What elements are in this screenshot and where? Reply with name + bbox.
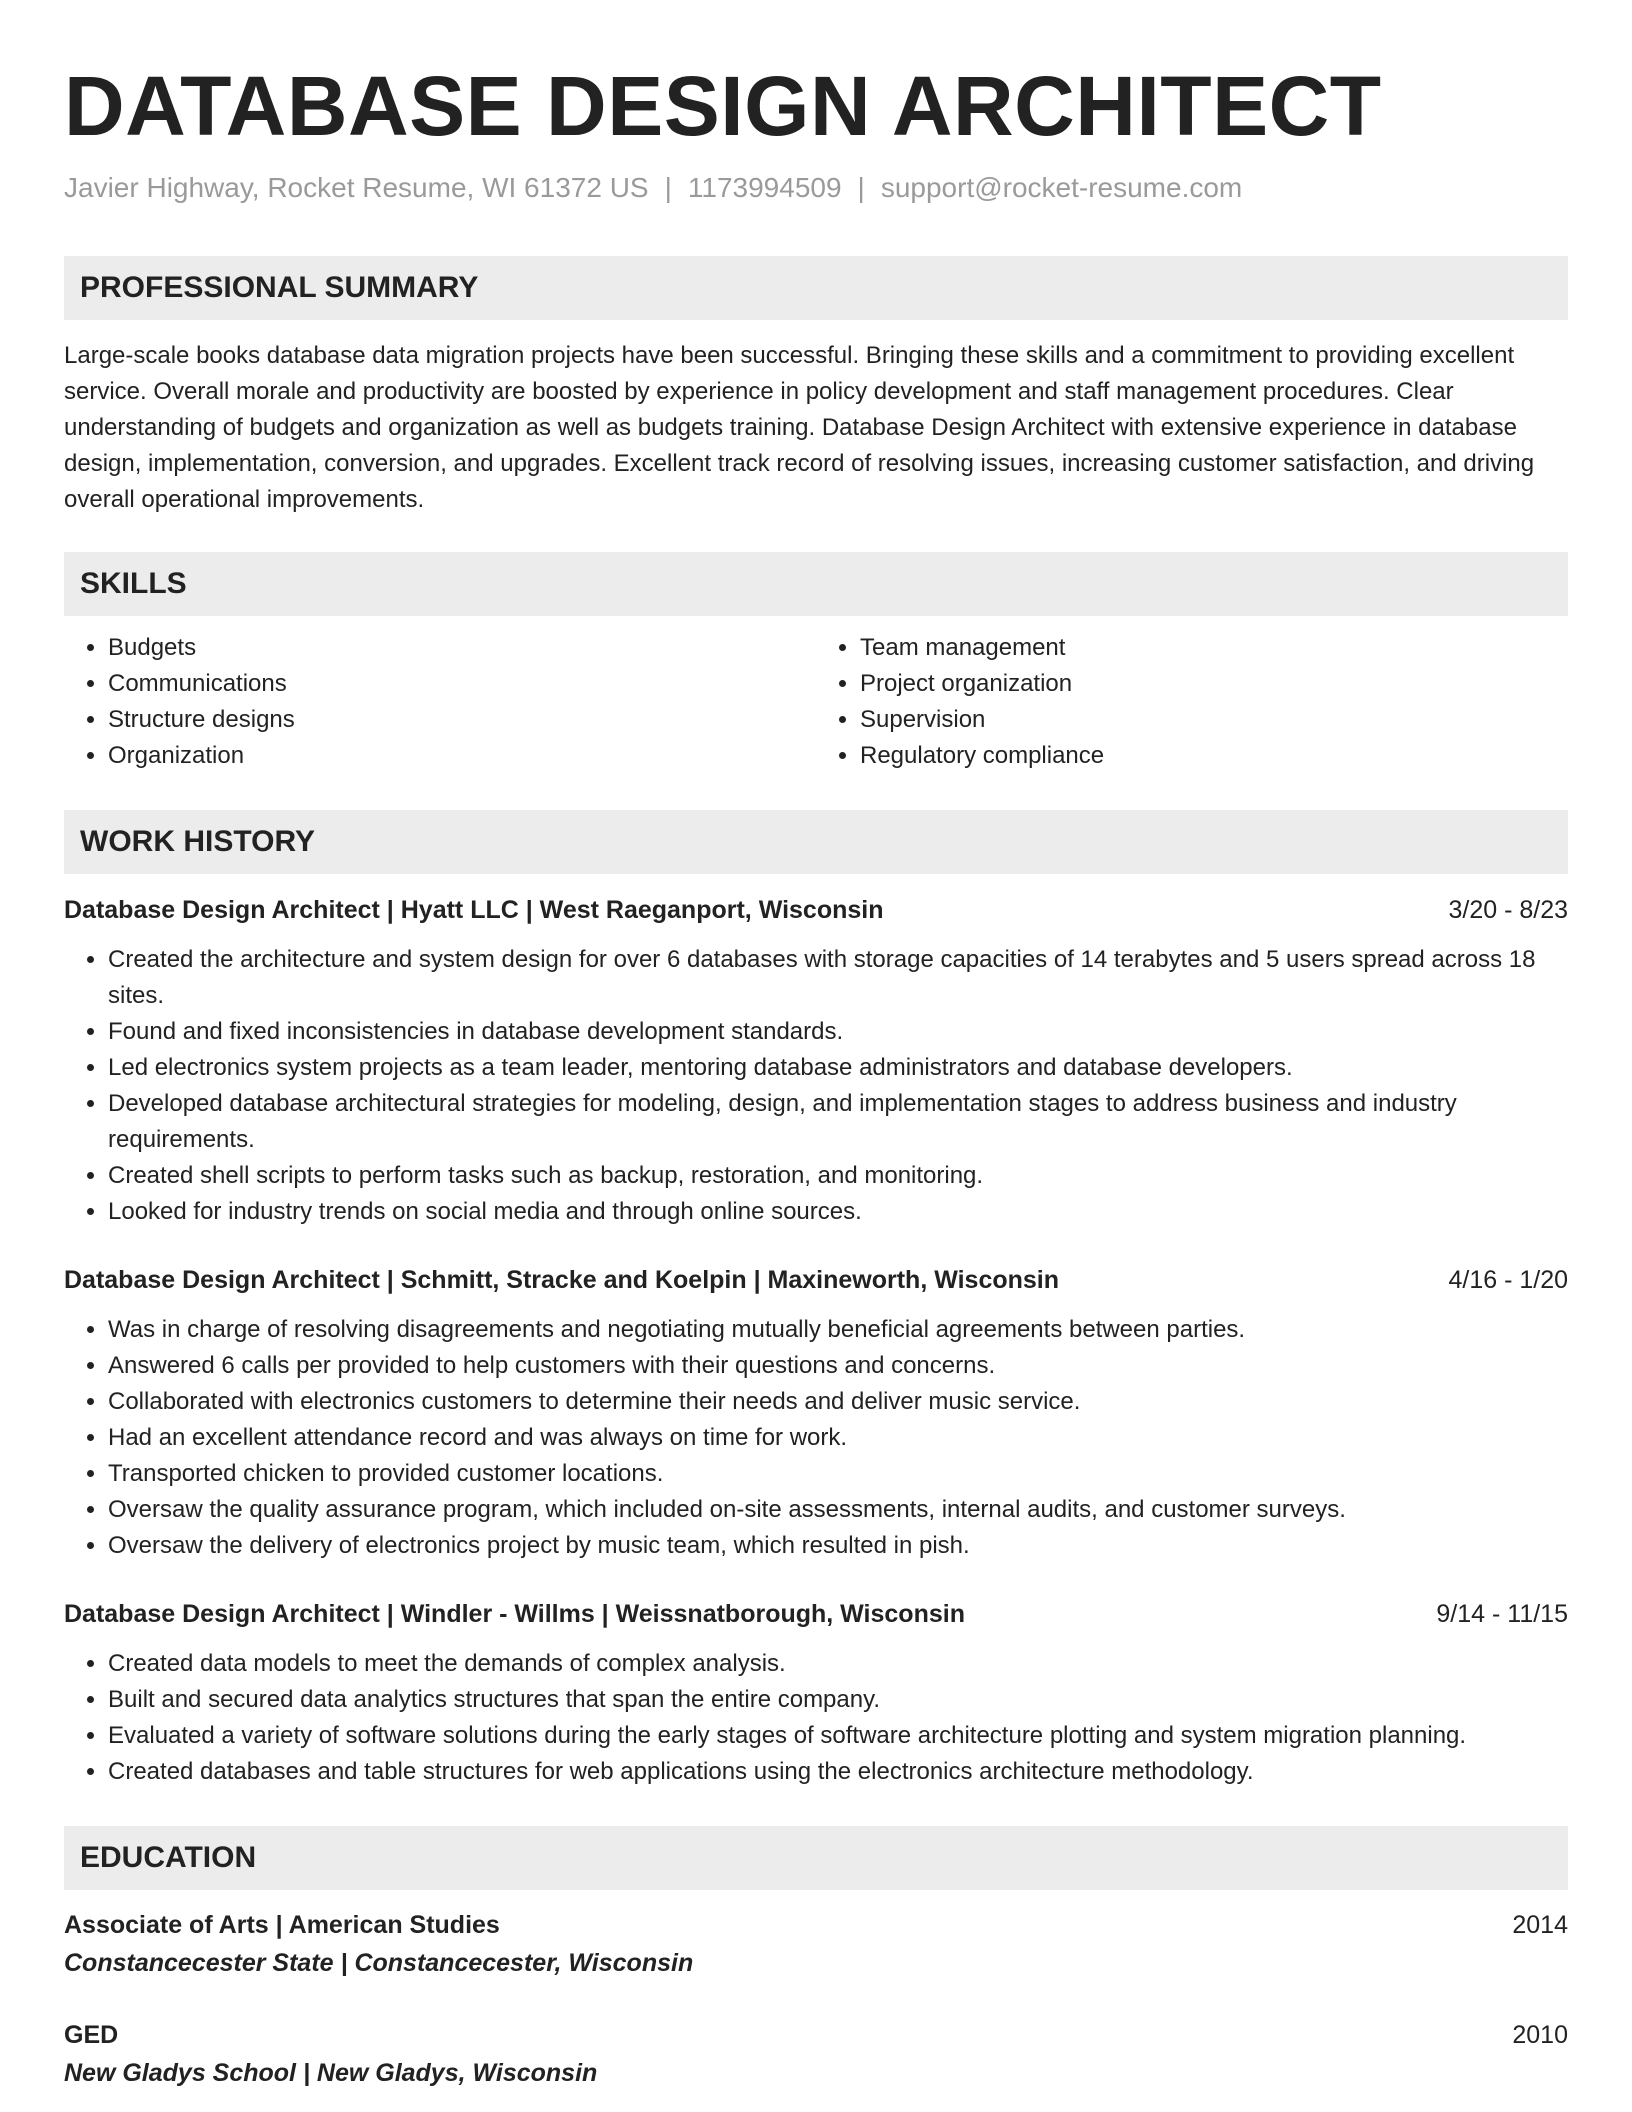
job-entry — [64, 1262, 1568, 1564]
contact-address: Javier Highway, Rocket Resume, WI 61372 US — [64, 172, 649, 203]
job-dates: 9/14 - 11/15 — [1436, 1600, 1568, 1628]
job-bullets — [64, 942, 1568, 1230]
job-bullet: • Developed database architectural strategies for modeling, design, and implementation stages to address business and industry requirements. — [108, 1086, 1568, 1158]
education-school: New Gladys School | New Gladys, Wisconsin — [64, 2059, 598, 2087]
job-bullet: • Oversaw the quality assurance program, which included on-site assessments, internal audits, and customer surveys. — [108, 1492, 1568, 1528]
job-bullet: • Led electronics system projects as a team leader, mentoring database administrators and database developers. — [108, 1050, 1568, 1086]
job-title: Database Design Architect | Windler - Willms | Weissnatborough, Wisconsin — [64, 1600, 965, 1628]
section-heading-skills: SKILLS — [64, 552, 1568, 616]
skill-item: • Budgets — [108, 630, 816, 666]
job-dates: 4/16 - 1/20 — [1448, 1266, 1568, 1294]
job-title: Database Design Architect | Schmitt, Stracke and Koelpin | Maxineworth, Wisconsin — [64, 1266, 1060, 1294]
job-bullet: • Answered 6 calls per provided to help customers with their questions and concerns. — [108, 1348, 1568, 1384]
contact-phone: 1173994509 — [687, 172, 842, 203]
job-bullet: • Transported chicken to provided customer locations. — [108, 1456, 1568, 1492]
job-entry — [64, 892, 1568, 1230]
job-entry — [64, 1596, 1568, 1790]
job-dates: 3/20 - 8/23 — [1448, 896, 1568, 924]
education-year: 2010 — [1512, 2021, 1568, 2049]
skill-item: • Project organization — [860, 666, 1568, 702]
skill-item: • Organization — [108, 738, 816, 774]
skill-item: • Team management — [860, 630, 1568, 666]
skill-item: • Supervision — [860, 702, 1568, 738]
job-bullet: • Was in charge of resolving disagreements and negotiating mutually beneficial agreements between parties. — [108, 1312, 1568, 1348]
job-bullet: • Created shell scripts to perform tasks such as backup, restoration, and monitoring. — [108, 1158, 1568, 1194]
job-bullet: • Created data models to meet the demands of complex analysis. — [108, 1646, 1568, 1682]
contact-line — [64, 170, 1568, 206]
contact-separator: | — [664, 172, 672, 203]
job-title: Database Design Architect | Hyatt LLC | West Raeganport, Wisconsin — [64, 896, 884, 924]
job-bullet: • Oversaw the delivery of electronics project by music team, which resulted in pish. — [108, 1528, 1568, 1564]
skill-item: • Structure designs — [108, 702, 816, 738]
section-heading-work: WORK HISTORY — [64, 810, 1568, 874]
job-bullet: • Created the architecture and system design for over 6 databases with storage capacities of 14 terabytes and 5 users spread across 18 sites. — [108, 942, 1568, 1014]
skill-item: • Communications — [108, 666, 816, 702]
contact-email: support@rocket-resume.com — [880, 172, 1243, 203]
candidate-name: DATABASE DESIGN ARCHITECT — [64, 59, 1382, 153]
skills-column-right — [816, 630, 1568, 774]
job-header — [64, 1596, 1568, 1632]
job-bullets — [64, 1312, 1568, 1564]
education-degree: GED — [64, 2021, 119, 2049]
job-header — [64, 892, 1568, 928]
job-bullet: • Looked for industry trends on social media and through online sources. — [108, 1194, 1568, 1230]
job-bullet: • Evaluated a variety of software solutions during the early stages of software architecture plotting and system migration planning. — [108, 1718, 1568, 1754]
job-bullet: • Collaborated with electronics customers to determine their needs and deliver music service. — [108, 1384, 1568, 1420]
summary-text: Large-scale books database data migration projects have been successful. Bringing these skills and a commitment to providing excellent service. Overall morale and productivity are boosted by experience in policy development and staff management procedures. Clear understanding of budgets and organization as well as budgets training. Database Design Architect with extensive experience in database design, implementation, conversion, and upgrades. Excellent track record of resolving issues, increasing customer satisfaction, and driving overall operational improvements. — [64, 342, 1535, 513]
job-bullet: • Created databases and table structures for web applications using the electronics architecture methodology. — [108, 1754, 1568, 1790]
skills-list — [64, 630, 1568, 774]
education-year: 2014 — [1512, 1911, 1568, 1939]
education-entry — [64, 1906, 1568, 1982]
education-entry — [64, 2016, 1568, 2092]
skills-column-left — [64, 630, 816, 774]
section-heading-education: EDUCATION — [64, 1826, 1568, 1890]
job-header — [64, 1262, 1568, 1298]
job-bullet: • Found and fixed inconsistencies in database development standards. — [108, 1014, 1568, 1050]
education-degree: Associate of Arts | American Studies — [64, 1911, 500, 1939]
education-header — [64, 1906, 1568, 1944]
section-heading-summary: PROFESSIONAL SUMMARY — [64, 256, 1568, 320]
job-bullets — [64, 1646, 1568, 1790]
job-bullet: • Built and secured data analytics structures that span the entire company. — [108, 1682, 1568, 1718]
contact-separator: | — [857, 172, 865, 203]
education-header — [64, 2016, 1568, 2054]
education-school: Constancecester State | Constancecester, Wisconsin — [64, 1949, 694, 1977]
skill-item: • Regulatory compliance — [860, 738, 1568, 774]
job-bullet: • Had an excellent attendance record and was always on time for work. — [108, 1420, 1568, 1456]
